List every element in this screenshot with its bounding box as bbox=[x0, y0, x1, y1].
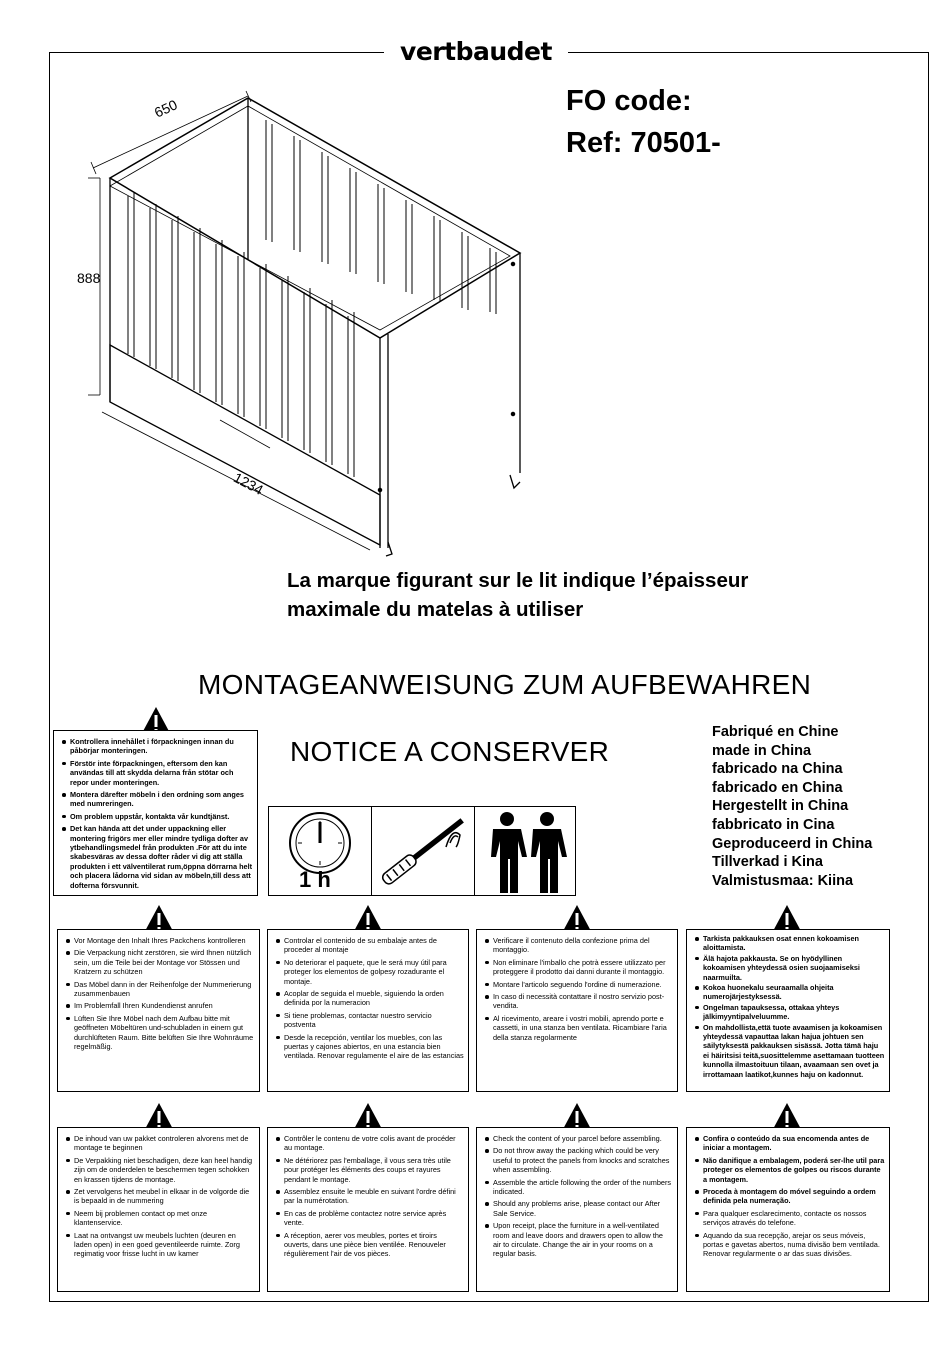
brand-logo: vertbaudet bbox=[384, 36, 568, 68]
list-item: Die Verpackung nicht zerstören, sie wird Ihnen nützlich sein, um die Teile bei der Montage vor Stössen und Kratzern zu schützen bbox=[74, 948, 255, 976]
list-item: Contrôler le contenu de votre colis avant de procéder au montage. bbox=[284, 1134, 464, 1153]
list-item: In caso di necessità contattare il nostro servizio post-vendita. bbox=[493, 992, 673, 1011]
list-item: Ongelman tapauksessa, ottakaa yhteys jälkimyyntipalveluumme. bbox=[703, 1003, 885, 1022]
list-item: Upon receipt, place the furniture in a well-ventilated room and leave doors and drawers open to allow the air to circulate. Change the air in your rooms on a regular basis. bbox=[493, 1221, 673, 1259]
list-item: Im Problemfall Ihren Kundendienst anrufen bbox=[74, 1001, 255, 1010]
list-item: En cas de problème contactez notre service après vente. bbox=[284, 1209, 464, 1228]
list-item: Check the content of your parcel before assembling. bbox=[493, 1134, 673, 1143]
assembly-heading: MONTAGEANWEISUNG ZUM AUFBEWAHREN bbox=[198, 669, 812, 700]
list-item: Controlar el contenido de su embalaje antes de proceder al montaje bbox=[284, 936, 464, 955]
list-item: Non eliminare l'imballo che potrà essere utilizzato per proteggere il prodotto dai danni durante il montaggio. bbox=[493, 958, 673, 977]
list-item: A réception, aerer vos meubles, portes et tiroirs ouverts, dans une pièce bien ventilée. Renouveler régulièrement l'air de vos pièces. bbox=[284, 1231, 464, 1259]
list-item: Desde la recepción, ventilar los muebles, con las puertas y cajones abiertos, en una estancia bien ventilada. Renovar regulamente el aire de las estancias bbox=[284, 1032, 464, 1061]
list-item: Älä hajota pakkausta. Se on hyödyllinen kokoamisen yhteydessä osien suojaamiseksi naarmuilta. bbox=[703, 954, 885, 982]
list-item: Assemble the article following the order of the numbers indicated. bbox=[493, 1177, 672, 1197]
list-item: Proceda à montagem do móvel seguindo a ordem definida pela numeração. bbox=[703, 1187, 885, 1206]
instructions-italian bbox=[476, 929, 678, 1092]
mattress-notice: La marque figurant sur le lit indique l’épaisseur maximale du matelas à utiliser bbox=[287, 569, 749, 621]
list-item: Lüften Sie Ihre Möbel nach dem Aufbau bitte mit geöffneten Möbeltüren und-schubladen in einern gut durchlüfteten Raum. Bitte belüften Sie Ihre Wohnräume regelmäßig. bbox=[74, 1013, 254, 1052]
list-item: Ne détériorez pas l'emballage, il vous sera très utile pour protéger les éléments des coups et rayures pendant le montage. bbox=[284, 1156, 464, 1184]
instructions-swedish bbox=[53, 730, 258, 896]
instructions-english bbox=[476, 1127, 678, 1292]
list-item: Verificare il contenuto della confezione prima del montaggio. bbox=[493, 936, 673, 955]
instructions-dutch bbox=[57, 1127, 260, 1292]
list-item: Montare l'articolo seguendo l'ordine di numerazione. bbox=[493, 980, 673, 989]
instructions-finnish bbox=[686, 929, 890, 1092]
list-item: No deteriorar el paquete, que le será muy útil para proteger los elementos de golpesy rozadurante el montaje. bbox=[284, 958, 464, 986]
list-item: Om problem uppstår, kontakta vår kundtjänst. bbox=[70, 812, 253, 821]
instructions-spanish bbox=[267, 929, 469, 1092]
tool-cell bbox=[372, 807, 475, 895]
list-item: Neem bij problemen contact op met onze klantenservice. bbox=[74, 1209, 255, 1228]
list-item: Should any problems arise, please contact our After Sale Service. bbox=[493, 1199, 673, 1218]
two-people-icon bbox=[475, 807, 577, 895]
list-item: Aquando da sua recepção, arejar os seus móveis, portas e gavetas abertos, numa divisão bem ventilada. Renovar regularmente o ar das suas divisões. bbox=[703, 1231, 885, 1259]
list-item: Tarkista pakkauksen osat ennen kokoamisen aloittamista. bbox=[703, 934, 885, 953]
list-item: Si tiene problemas, contactar nuestro servicio postventa bbox=[284, 1011, 464, 1030]
length-dimension: 1234 bbox=[230, 469, 266, 498]
crib-drawing bbox=[70, 90, 530, 560]
list-item: Det kan hända att det under uppackning eller montering frigörs mer eller mindre tydliga dofter av ytbehandlingsmedel från produkten .För att du inte skabesväras av dessa dofter råder vi dig att ställa produkten i ett välventilerat rum,öppna dörrarna helt och placera lådorna vid sidan av möbeln,till dess att dofterna försvunnit. bbox=[70, 824, 253, 890]
list-item: Montera därefter möbeln i den ordning som anges med numreringen. bbox=[70, 790, 253, 809]
list-item: Laat na ontvangst uw meubels luchten (deuren en laden open) in een goed geventileerde ruimte. Zorg regimatig voor frisse lucht in uw kamer bbox=[74, 1231, 255, 1259]
list-item: Kokoa huonekalu seuraamalla ohjeita numerojärjestyksessä. bbox=[703, 983, 885, 1002]
list-item: Das Möbel dann in der Reihenfolge der Nummerierung zusammenbauen bbox=[74, 980, 255, 999]
list-item: De inhoud van uw pakket controleren alvorens met de montage te beginnen bbox=[74, 1134, 255, 1153]
list-item: On mahdollista,että tuote avaamisen ja kokoamisen yhteydessä vapauttaa lakan hajua johtuen sen säilytyksestä pakkauksen sisässä. Jotta tämä haju ei häiritsisi teitä,suosittelemme asettamaan tuotteen kunnolla ilmastoituun tilaan, avaamaan sen ovet ja irrottamaan laatikot,kunnes haju on kadonnut. bbox=[703, 1022, 885, 1079]
instructions-german bbox=[57, 929, 260, 1092]
tools-and-time-strip bbox=[268, 806, 576, 896]
list-item: Al ricevimento, areare i vostri mobili, aprendo porte e cassetti, in una stanza ben ventilata. Ricambiare l'aria della stanza regolarmente bbox=[493, 1014, 673, 1042]
list-item: Förstör inte förpackningen, eftersom den kan användas till att skydda delarna från stötar och repor under monteringen. bbox=[70, 759, 253, 787]
list-item: Acoplar de seguida el mueble, siguiendo la orden definida por la numeracion bbox=[284, 989, 464, 1008]
notice-heading: NOTICE A CONSERVER bbox=[290, 736, 610, 767]
width-dimension: 650 bbox=[151, 96, 180, 121]
list-item: Não danifique a embalagem, poderá ser-lhe util para proteger os elementos de golpes ou riscos durante a montagem. bbox=[703, 1155, 885, 1184]
instructions-french bbox=[267, 1127, 469, 1292]
time-label: 1 h bbox=[299, 867, 331, 892]
list-item: Do not throw away the packing which could be very useful to protect the panels from knocks and scratches when assembling. bbox=[493, 1146, 673, 1174]
list-item: Assemblez ensuite le meuble en suivant l'ordre défini par la numérotation. bbox=[284, 1187, 464, 1206]
list-item: De Verpakking niet beschadigen, deze kan heel handig zijn om de onderdelen te beschermen tegen schokken en krassen tijdens de montage. bbox=[74, 1156, 255, 1184]
screwdriver-icon bbox=[372, 807, 474, 895]
people-cell bbox=[475, 807, 577, 895]
list-item: Kontrollera innehållet i förpackningen innan du påbörjar monteringen. bbox=[70, 737, 253, 756]
time-cell bbox=[269, 807, 372, 895]
list-item: Vor Montage den Inhalt Ihres Packchens kontrolleren bbox=[74, 936, 255, 945]
height-dimension: 888 bbox=[77, 270, 101, 286]
reference-number: Ref: 70501- bbox=[566, 127, 721, 159]
list-item: Confira o conteúdo da sua encomenda antes de iniciar a montagem. bbox=[703, 1134, 885, 1153]
list-item: Para qualquer esclarecimento, contacte os nossos serviços através do telefone. bbox=[703, 1209, 885, 1228]
instructions-portuguese bbox=[686, 1127, 890, 1292]
fo-code: FO code: bbox=[566, 85, 692, 117]
made-in-list: Fabriqué en Chine made in China fabricado na China fabricado en China Hergestellt in China fabbricato in Cina Geproduceerd in China Tillverkad i Kina Valmistusmaa: Kiina bbox=[712, 724, 873, 889]
list-item: Zet vervolgens het meubel in elkaar in de volgorde die is bepaald in de nummering bbox=[74, 1187, 255, 1206]
